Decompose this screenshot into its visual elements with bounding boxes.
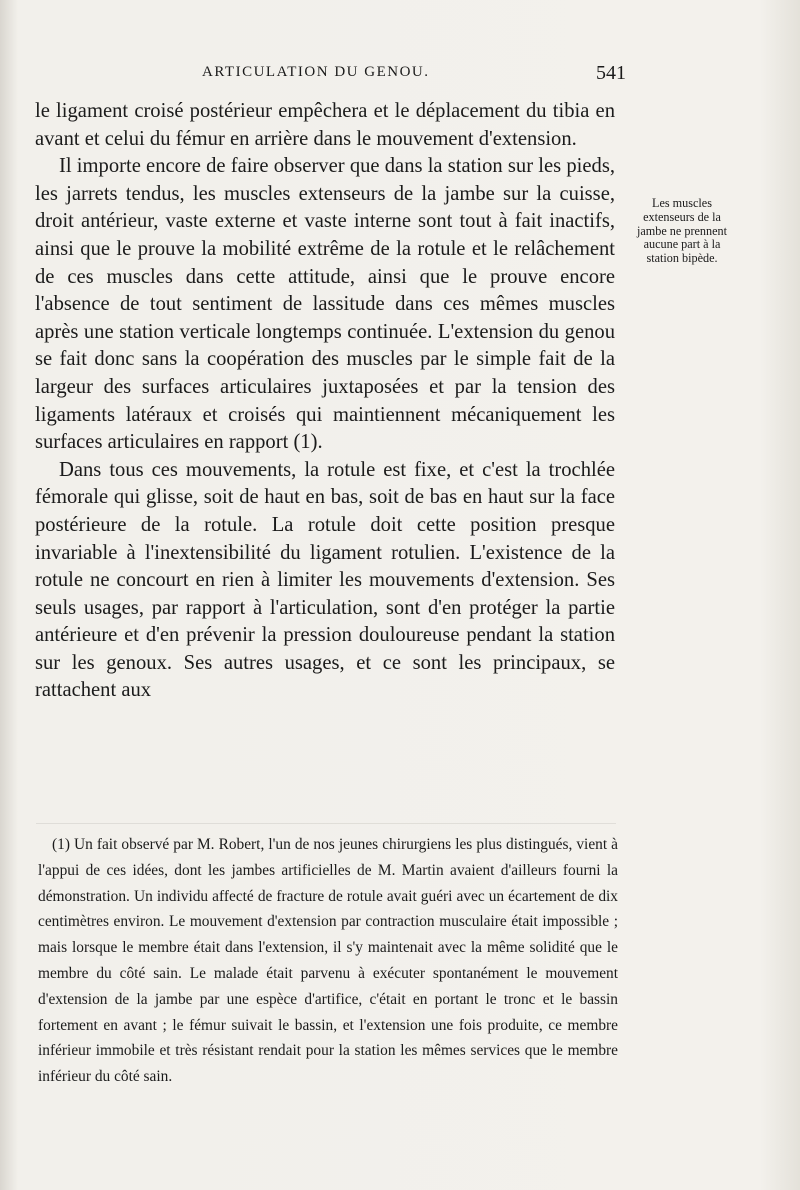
paragraph-1: le ligament croisé postérieur empêchera et le déplacement du tibia en avant et celui du fémur en arrière dans le mouvement d'extension.	[35, 100, 615, 150]
page-number: 541	[596, 62, 626, 84]
chapter-title: ARTICULATION DU GENOU.	[202, 64, 430, 80]
footnote: (1) Un fait observé par M. Robert, l'un de nos jeunes chirurgiens les plus distingués, vient à l'appui de ces idées, dont les jambes artificielles de M. Martin avaient d'ailleurs fourni la démonstration. Un individu affecté de fracture de rotule avait guéri avec un écartement de dix centimètres environ. Le mouvement d'extension par contraction musculaire était impossible ; mais lorsque le membre était dans l'extension, il s'y maintenait avec la même solidité que le membre du côté sain. Le malade était parvenu à exécuter spontanément le mouvement d'extension de la jambe par une espèce d'artifice, c'était en portant le tronc et le bassin fortement en avant ; le fémur suivait le bassin, et l'extension une fois produite, ce membre inférieur immobile et très résistant rendait pour la station les mêmes services que le membre inférieur du côté sain.	[38, 836, 618, 1086]
paragraph-2: Il importe encore de faire observer que dans la station sur les pieds, les jarrets tendus, les muscles extenseurs de la jambe sur la cuisse, droit antérieur, vaste externe et vaste interne sont tout à fait inactifs, ainsi que le prouve la mobilité extrême de la rotule et le relâchement de ces muscles dans cette attitude, ainsi que le prouve encore l'absence de tout sentiment de lassitude dans ces mêmes muscles après une station verticale longtemps continuée. L'extension du genou se fait donc sans la coopération des muscles par le simple fait de la largeur des surfaces articulaires juxtaposées et par la tension des ligaments latéraux et croisés qui maintiennent mécaniquement les surfaces articulaires en rapport (1).	[35, 155, 615, 454]
paragraph-3: Dans tous ces mouvements, la rotule est fixe, et c'est la trochlée fémorale qui glisse, soit de haut en bas, soit de bas en haut sur la face postérieure de la rotule. La rotule doit cette position presque invariable à l'inextensibilité du ligament rotulien. L'existence de la rotule ne concourt en rien à limiter les mouvements d'extension. Ses seuls usages, par rapport à l'articulation, sont d'en protéger la partie antérieure et d'en prévenir la pression douloureuse pendant la station sur les genoux. Ses autres usages, et ce sont les principaux, se rattachent aux	[35, 458, 615, 702]
running-head	[40, 64, 630, 86]
footnote-divider	[36, 823, 616, 824]
marginal-note: Les muscles extenseurs de la jambe ne prennent aucune part à la station bipède.	[636, 196, 727, 266]
main-text	[35, 98, 615, 705]
